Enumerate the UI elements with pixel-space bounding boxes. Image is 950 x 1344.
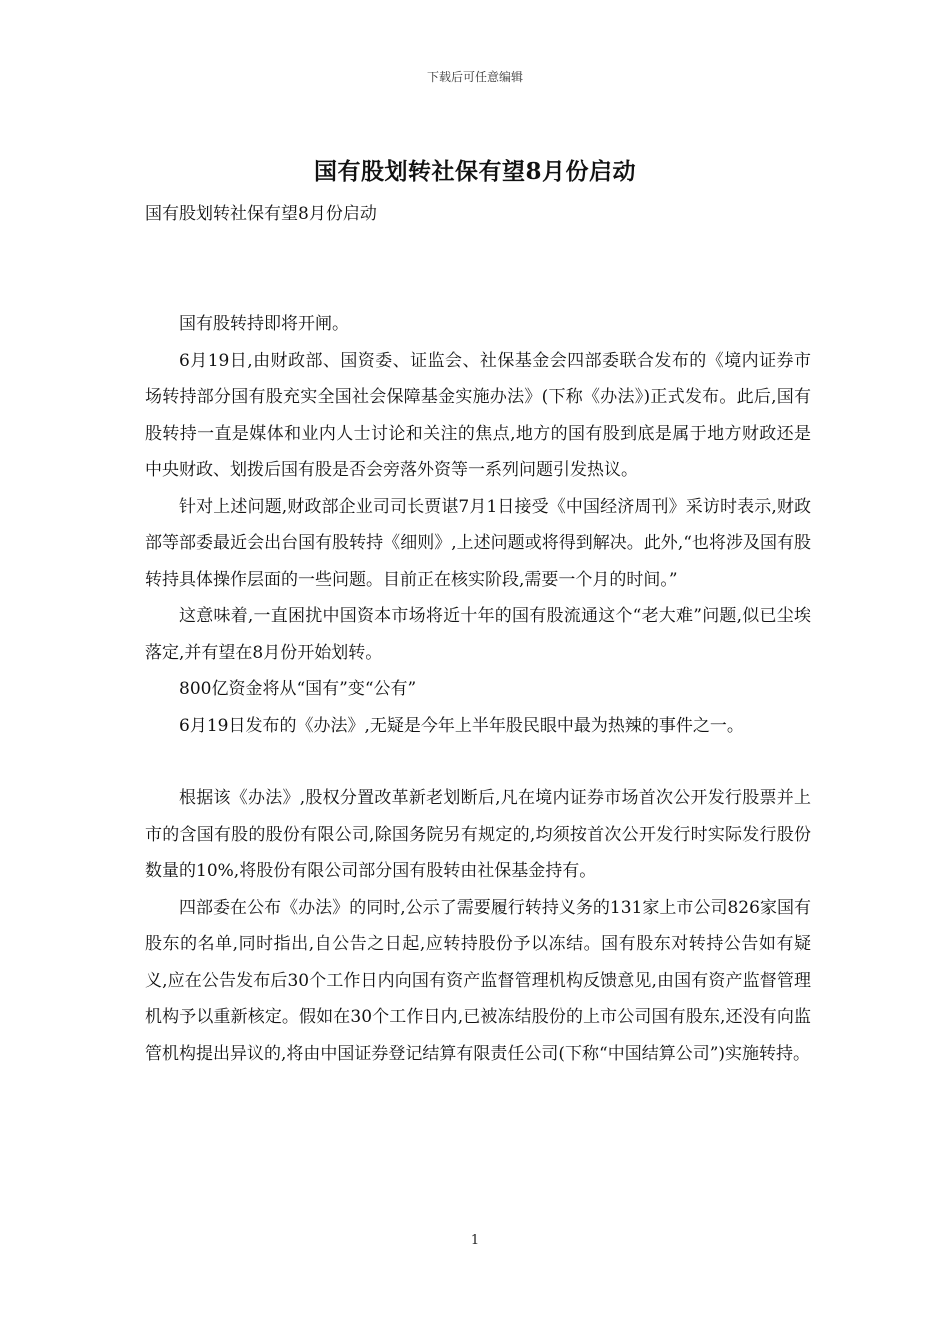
paragraph: 根据该《办法》,股权分置改革新老划断后,凡在境内证券市场首次公开发行股票并上市的含国有股的股份有限公司,除国务院另有规定的,均须按首次公开发行时实际发行股份数量的10%,将股份有限公司部分国有股转由社保基金持有。 [145, 788, 811, 881]
blank-line [145, 270, 811, 306]
paragraph: 6月19日发布的《办法》,无疑是今年上半年股民眼中最为热辣的事件之一。 [179, 715, 744, 736]
document-title: 国有股划转社保有望8月份启动 [313, 158, 636, 185]
paragraph: 针对上述问题,财政部企业司司长贾谌7月1日接受《中国经济周刊》采访时表示,财政部等部委最近会出台国有股转持《细则》,上述问题或将得到解决。此外,“也将涉及国有股转持具体操作层面的一些问题。目前正在核实阶段,需要一个月的时间。” [145, 496, 811, 590]
blank-line [145, 744, 811, 780]
download-note: 下载后可任意编辑 [426, 70, 523, 84]
page-number: 1 [470, 1233, 480, 1248]
paragraph: 国有股转持即将开闸。 [179, 314, 349, 334]
section-heading: 800亿资金将从“国有”变“公有” [179, 679, 417, 699]
paragraph: 6月19日,由财政部、国资委、证监会、社保基金会四部委联合发布的《境内证券市场转持部分国有股充实全国社会保障基金实施办法》(下称《办法》)正式发布。此后,国有股转持一直是媒体和业内人士讨论和关注的焦点,地方的国有股到底是属于地方财政还是中央财政、划拨后国有股是否会旁落外资等一系列问题引发热议。 [145, 350, 811, 480]
paragraph: 四部委在公布《办法》的同时,公示了需要履行转持义务的131家上市公司826家国有股东的名单,同时指出,自公告之日起,应转持股份予以冻结。国有股东对转持公告如有疑义,应在公告发布后30个工作日内向国有资产监督管理机构反馈意见,由国有资产监督管理机构予以重新核定。假如在30个工作日内,已被冻结股份的上市公司国有股东,还没有向监管机构提出异议的,将由中国证券登记结算有限责任公司(下称“中国结算公司”)实施转持。 [145, 897, 811, 1064]
document-subtitle: 国有股划转社保有望8月份启动 [145, 204, 377, 224]
paragraph: 这意味着,一直困扰中国资本市场将近十年的国有股流通这个“老大难”问题,似已尘埃落定,并有望在8月份开始划转。 [145, 606, 811, 663]
document-body [145, 270, 811, 1072]
